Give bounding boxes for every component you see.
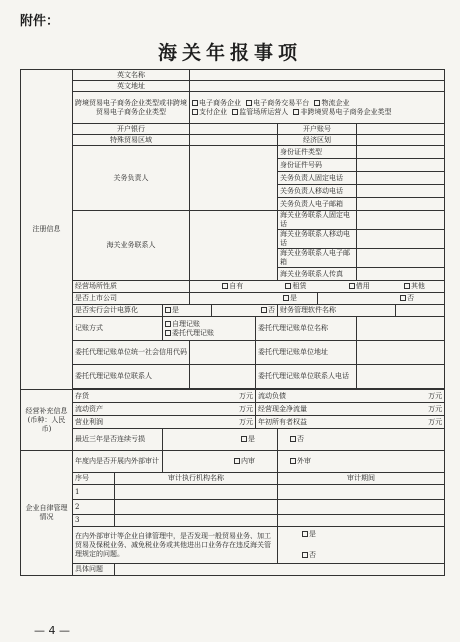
checkbox[interactable] (241, 436, 247, 442)
checkbox[interactable] (165, 330, 171, 336)
value-english-name[interactable] (190, 70, 445, 81)
checkbox[interactable] (290, 436, 296, 442)
value-agent-phone[interactable] (357, 365, 445, 389)
ecommerce-type-options (190, 92, 445, 124)
label-premises: 经营场所性质 (73, 281, 190, 293)
label-english-address: 英文地址 (73, 81, 190, 92)
checkbox[interactable] (222, 283, 228, 289)
value-customs-contact[interactable] (190, 211, 278, 281)
row-seq: 3 (73, 515, 115, 527)
listed-yes[interactable]: 是 (190, 293, 318, 305)
value-special-zone[interactable] (190, 135, 278, 146)
accounting-no[interactable]: 否 (212, 305, 278, 317)
label-accounting: 是否实行会计电算化 (73, 305, 163, 317)
bookkeeping-options (163, 317, 256, 341)
table-row (21, 485, 445, 500)
annex-label: 附件： (20, 14, 60, 29)
value-contact-phone[interactable] (357, 211, 445, 230)
checkbox[interactable] (165, 307, 171, 313)
label-bank: 开户银行 (73, 124, 190, 135)
label-violation-question: 在内外部审计等企业自律管理中，是否发现一般贸易业务、加工贸易及保税业务、减免税业务或其他进出口业务存在违反海关管理规定的问题。 (73, 527, 278, 564)
label-equity: 年初所有者权益 万元 (256, 416, 445, 429)
label-inventory: 存货 万元 (73, 390, 256, 403)
label-agent-name: 委托代理记账单位名称 (256, 317, 357, 341)
audit-external[interactable]: 外审 (278, 451, 445, 473)
violation-yes[interactable]: 是 (280, 530, 442, 543)
option-agent-bookkeeping[interactable]: 委托代理记账 (165, 329, 214, 338)
header-seq: 序号 (73, 473, 115, 485)
checkbox[interactable] (404, 283, 410, 289)
loss-yes[interactable]: 是 (163, 429, 278, 451)
option-borrowed[interactable]: 借用 (349, 282, 399, 291)
label-id-number: 身份证件号码 (278, 159, 357, 172)
table-row (21, 500, 445, 515)
listed-no[interactable]: 否 (318, 293, 445, 305)
checkbox[interactable] (192, 100, 198, 106)
label-economic-zone: 经济区划 (278, 135, 357, 146)
label-listed: 是否上市公司 (73, 293, 190, 305)
label-contact-phone: 海关业务联系人固定电话 (278, 211, 357, 230)
checkbox[interactable] (283, 295, 289, 301)
value-id-number[interactable] (357, 159, 445, 172)
value-contact-mobile[interactable] (357, 230, 445, 249)
value-agent-name[interactable] (357, 317, 445, 341)
section-finance: 经营补充信息(币种：人民币) (21, 390, 73, 451)
value-agent-contact[interactable] (190, 365, 256, 389)
label-account: 开户账号 (278, 124, 357, 135)
row-period[interactable] (278, 485, 445, 500)
value-specific-issues[interactable] (115, 564, 445, 576)
label-contact-mobile: 海关业务联系人移动电话 (278, 230, 357, 249)
table-row (21, 515, 445, 527)
label-agent-contact: 委托代理记账单位联系人 (73, 365, 190, 389)
audit-internal[interactable]: 内审 (163, 451, 278, 473)
annual-report-form (20, 69, 445, 576)
label-ecommerce-type: 跨境贸易电子商务企业类型或非跨境贸易电子商务企业类型 (73, 92, 190, 124)
option-ecommerce-enterprise[interactable]: 电子商务企业 (192, 99, 241, 108)
checkbox[interactable] (246, 100, 252, 106)
checkbox[interactable] (232, 109, 238, 115)
option-owned[interactable]: 自有 (222, 282, 280, 291)
label-audit-question: 年度内是否开展内外部审计 (73, 451, 163, 473)
label-customs-contact: 海关业务联系人 (73, 211, 190, 281)
violation-no[interactable]: 否 (280, 551, 442, 560)
option-other[interactable]: 其他 (404, 282, 425, 291)
label-agent-credit-code: 委托代理记账单位统一社会信用代码 (73, 341, 190, 365)
checkbox[interactable] (349, 283, 355, 289)
label-contact-fax: 海关业务联系人传真 (278, 268, 357, 281)
section-self-audit: 企业自律管理情况 (21, 451, 73, 576)
option-logistics[interactable]: 物流企业 (314, 99, 349, 108)
accounting-yes[interactable]: 是 (163, 305, 212, 317)
label-agent-address: 委托代理记账单位地址 (256, 341, 357, 365)
row-seq: 2 (73, 500, 115, 515)
value-software[interactable] (396, 305, 445, 317)
checkbox[interactable] (400, 295, 406, 301)
value-contact-fax[interactable] (357, 268, 445, 281)
value-english-address[interactable] (190, 81, 445, 92)
label-agent-phone: 委托代理记账单位联系人电话 (256, 365, 357, 389)
label-id-type: 身份证件类型 (278, 146, 357, 159)
value-officer-email[interactable] (357, 198, 445, 211)
checkbox[interactable] (314, 100, 320, 106)
value-account[interactable] (357, 124, 445, 135)
row-period[interactable] (278, 515, 445, 527)
option-ecommerce-platform[interactable]: 电子商务交易平台 (246, 99, 309, 108)
value-economic-zone[interactable] (357, 135, 445, 146)
value-customs-officer[interactable] (190, 146, 278, 211)
checkbox[interactable] (290, 458, 296, 464)
checkbox[interactable] (192, 109, 198, 115)
loss-no[interactable]: 否 (278, 429, 445, 451)
label-bookkeeping: 记账方式 (73, 317, 163, 341)
page-number: — 4 — (34, 624, 70, 637)
value-agent-address[interactable] (357, 341, 445, 365)
header-period: 审计期间 (278, 473, 445, 485)
row-agency[interactable] (115, 515, 278, 527)
checkbox[interactable] (302, 552, 308, 558)
label-english-name: 英文名称 (73, 70, 190, 81)
value-officer-phone[interactable] (357, 172, 445, 185)
value-officer-mobile[interactable] (357, 185, 445, 198)
checkbox[interactable] (302, 531, 308, 537)
option-leased[interactable]: 租赁 (285, 282, 343, 291)
value-contact-email[interactable] (357, 249, 445, 268)
label-operating-cash-flow: 经营现金净流量 万元 (256, 403, 445, 416)
label-contact-email: 海关业务联系人电子邮箱 (278, 249, 357, 268)
violation-options (278, 527, 445, 564)
label-current-liabilities: 流动负债 万元 (256, 390, 445, 403)
value-id-type[interactable] (357, 146, 445, 159)
option-self-bookkeeping[interactable]: 自理记账 (165, 320, 200, 329)
checkbox[interactable] (165, 321, 171, 327)
premises-options (190, 281, 445, 293)
label-officer-mobile: 关务负责人移动电话 (278, 185, 357, 198)
label-officer-email: 关务负责人电子邮箱 (278, 198, 357, 211)
page-title: 海关年报事项 (157, 42, 302, 64)
label-special-zone: 特殊贸易区域 (73, 135, 190, 146)
value-agent-credit-code[interactable] (190, 341, 256, 365)
label-current-assets: 流动资产 万元 (73, 403, 256, 416)
value-bank[interactable] (190, 124, 278, 135)
label-officer-phone: 关务负责人固定电话 (278, 172, 357, 185)
option-non-ecommerce[interactable]: 非跨境贸易电子商务企业类型 (293, 108, 391, 117)
checkbox[interactable] (285, 283, 291, 289)
row-period[interactable] (278, 500, 445, 515)
label-consecutive-loss: 最近三年是否连续亏损 (73, 429, 163, 451)
header-agency: 审计执行机构名称 (115, 473, 278, 485)
option-payment[interactable]: 支付企业 (192, 108, 227, 117)
checkbox[interactable] (261, 307, 267, 313)
label-software: 财务管理软件名称 (278, 305, 396, 317)
row-seq: 1 (73, 485, 115, 500)
label-operating-profit: 营业利润 万元 (73, 416, 256, 429)
row-agency[interactable] (115, 485, 278, 500)
option-supervision-operator[interactable]: 监管场所运营人 (232, 108, 288, 117)
row-agency[interactable] (115, 500, 278, 515)
label-customs-officer: 关务负责人 (73, 146, 190, 211)
checkbox[interactable] (234, 458, 240, 464)
checkbox[interactable] (293, 109, 299, 115)
section-registration: 注册信息 (21, 70, 73, 390)
label-specific-issues: 具体问题 (73, 564, 115, 576)
